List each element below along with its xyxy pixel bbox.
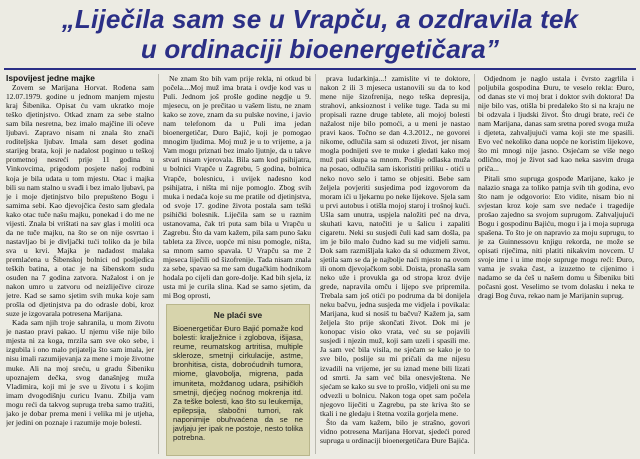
info-box-title: Ne plaći sve <box>213 310 263 320</box>
article-subhead: Ispovijest jedne majke <box>6 74 95 83</box>
paragraph: Zovem se Marijana Horvat. Rođena sam 12.07.1979. godine u jednom manjem mjestu kraj Šibenika. Opisat ću vam ukratko moje teško djetinjstvo. Otkad znam za sebe stalno sam bila nesretna, bez imalo majčine ili očeve ljubavi. Zapravo nisam ni znala što znači roditeljska ljubav. Imala sam deset godina starijeg brata, koji je nadalost poginuo u teškoj prometnoj nesreći prije 11 godina u Vinkovcima, prigodom posjete našoj rodbini koja je bila udata u tom mjestu. Otac i majka bili su nam stalno u svađi i bez imalo ljubavi, pa je i moje djetinjstvo bilo prepušteno Bogu i samima sebi. Kao djevojčica često sam gledala kako otac tuče našu majku, ponekad i do me ne vijesti. Znala bi vrištati na sav glas i moliti oca da ne tuče majku, na što se on nije osvrtao i nastavljao bi je divljački tući toliko da je bila sva u krvi. Majka je nađadost malaka premlaćena u Šibenskoj bolnici od posljedica teških batina, a otac je na šibenskom sudu osuđen na 7 godina zatvora. Nažalost i on je nakon umro u zatvoru od neizliječive ciroze jetre. Kad se samo sjetim svih muka koje sam prošla od djetinjstva pa do odrasle dobi, kroz suze je izgovarala potresena Marijana. <box>6 83 154 319</box>
info-box <box>166 304 310 456</box>
paragraph: Kada sam njih troje sahranila, u mom životu je nastao pravi pakao. U njemu više nije bilo mjesta ni za koga, mrzila sam sve oko sebe, i izgubila i ono malo prijatelja što sam imala, jer nisu imali razumijevanja za mene i moje životne muke. Ali na moj sreću, u gradu Šibeniku upoznajem dečka, svog današnjeg muža Vladimira, koji mi je sve u životu i s kojim imam dvogodišnju curicu Ivanu. Zbilja vam mogu reći da takvog supruga treba samo tražiti, jako je dobar prema meni i velika mi je utjeha, jer jedini on poznaje i razumije moje bolesti. <box>6 318 154 427</box>
paragraph: prava ludarkinja...! zamislite vi te doktore, nakon 2 ili 3 mjeseca ustanovili su da to kod mene nije šizofrenija, nego teška depresija, strahovi, anksioznost i velike tuge. Tada su mi propisali razne druge tablete, ali mojoj bolesti nažalost nije bilo pomoći, a u meni je nastao pravi kaos. Točno se dan 4.3.2012., ne govorei nikome, odlučila sam si oduzeti život, jer nisam mogla podnijeti sve te muke i gledati kako moj muž pati skupa sa mnom. Poslije odlaska muža na posao, odlučila sam iskoristiti priliku - otići u neko novo selo i tamo se objesiti. Bebe sam željela povjeriti susjedima pod izgovorom da moram ići u ljekarnu po neke lijekove. Sjela sam u prvi autobus i otišla mojoj staroj i trošnoj kući. Ušla sam unutra, uspjela naložiti peć na drva, skuhati kavu, natočiti je u šalicu i zapaliti cigaretu. Neki su susjedi čuli kad sam došla, pa im je bilo malo čudno kad su me vidjeli samu. Dok sam razmišljala kako da si oduzmem život, sjetila sam se da je najbolje naći mjesto na ovom ili onom djevojačkom sobi. Doista, pronašla sam neko uže i provukla ga od stropa kroz dvije grede, napravila omču i lijepo sve pripremila. Trebala sam još otići po podruma da bi donijela neku bačvu, jedna susjeda me vidjela i povikala: Marijana, kud si nosiš tu bačvu? Kažem ja, sam željela što prije skončati život. Dok mi je konopac visio oko vrata, već su se pojavili susjedi i njezin muž, koji sam uzeli i spasili me. Ja sam već bila visila, ne sjećam se kako je to sve bilo, poslije su mi pričali da me nijesu izvadili na vrijeme, jer su iznad mene bili lizati od smrti. Ja sam već bila onesvještena. Ne sjećam se kako su sve to prošlo, vidjeli oni su me odvezli u bolnicu. Nakon toga opet sam počela njegovo liječiti u Zagrebu, pa ste kriva što se tkali i ne gledaju i štetna vozila gorjela mene. <box>320 74 470 418</box>
column-divider <box>315 74 316 454</box>
article-column-3 <box>320 74 470 456</box>
article-column-2 <box>163 74 311 302</box>
headline-line-1: „Liječila sam se u Vrapču, a ozdravila tek <box>61 4 579 34</box>
article-column-4 <box>478 74 634 456</box>
headline <box>8 4 632 68</box>
info-box-text: Bioenergetičar Đuro Bajić pomaže kod bolesti: kralježnice i zglobova, išijasa, reume, reumatskog artritisa, multiple skleroze, smetnji cirkulacije, astme, bronhitisa, cista, dobroćudnih tumora, miome, glavobolja, migrena, pada imuniteta, možđanog udara, psihičkih smetnji, djećjeg noćnog mokrenja itd. Za teške bolesti, kao što su leukemija, epilepsija, slabočni tumori, rak naponimije obuhvaćena da se ne javljaju jer ipak ne postoje, nesto tolika potrebna. <box>173 324 303 443</box>
paragraph: Pitali smo supruga gospođe Marijane, kako je nalazio snaga za toliko patnja svih tih godina, evo što nam je odgovorio: Eto vidite, nisam bio ni svjestan kroz koje sam sve nedaće i tragedije prošao zajedno sa svojom suprugom. Zahvaljujući Bogu i gospodinu Bajiću, mogu i ja i moja supruga spašena. To što je on napravio za moju suprugu, to je za Guinnessovu knjigu rekorda, ne može se opisati riječima, niti platiti nikakvim novcem. U svoje ime i u ime moje supruge mogu reći: Đuro, vama je svaka čast, a izuzetno te cijenimo i nadamo se da ćeš u našem domu u Šibeniku biti počasni gost. Veselimo se tvom dolasku i neka te dragi Bog čuva, rekao nam je Marijanin suprug. <box>478 173 634 301</box>
paragraph: Odjednom je naglo ustala i čvrsto zagrlila i poljubila gospodina Đuru, te veselo rekla: Đuro, od danas ste vi moj brat i doktor svih doktora! Da nije bilo vas, otišla bi predaleko što si na kraju ne bi odzvala i ljudski život. Što drugi brate, reći će nam Marijana, danas sam sretna pored svoga muža i djeteta, zahvaljujući vama koji ste me spasili. Evo već nekoliko dana uopće ne koristim lijekove, što mi mnogi nije jasno. Osjećam se više nego odlično, moj je život sad kao neka sasvim druga priča... <box>478 74 634 174</box>
headline-line-2: u ordinaciji bioenergetičara” <box>140 34 500 64</box>
paragraph: Što da vam kažem, bilo je strašno, govori vidno potresena Marijana Horvat, sjedeći pored supruga u ordinaciji bioenergetičara Đure Bajića. <box>320 417 470 445</box>
column-divider <box>474 74 475 454</box>
paragraph: Ne znam što bih vam prije rekla, ni otkud bi počela....Moj muž ima brata i ovdje kod vas u Puli. Jednom još prošle godine negdje u 9. mjesecu, on je prečitao u vašem listu, ne znam kako se zove, znam da su pulske novine, i javio nam telefonom da u Puli ima jedan bioenergetičar, Duro Bajić, koji je pomogao mnogim ljudima. Moj muž je u to vrijeme, a ja Vam mogu priznati bez imalo ljutnje, da u takve stvari nisam vjerovala. Bila sam kod psihijatra, u bolnici Vrapče u Zagrebu, 5 godina, bolnica Vrapče, bolesnicu, i uvijek nađesno kod psihijatra, i ništa mi nije pomoglo. Zbog svih muka i nedaća koje su me pratile od djetinjstva, od svoje 17. godine života postala sam teški psihički bolesnik. Liječila sam se u raznim ustanovama, čak tri puta sam bila u Vrapču u Zagrebu. Što da vam kažem, pila sam puno šaku tableta za živce, uopće mi nisu pomogle, ništa, sa mnom samo spavala. U Vrapču sa me 2 mjeseca liječili od šizofrenije. Tada nisam znala za sebe, spavao sa me sam dugačkim hodnikom hodala po cijeli dan gore-dolje. Kad bih sjela, iz usta mi je curila slina. Kad se samo sjetim, da mi Bog oprosti, <box>163 74 311 301</box>
headline-rule <box>4 68 636 70</box>
article-column-1 <box>6 74 154 456</box>
column-divider <box>158 74 159 454</box>
